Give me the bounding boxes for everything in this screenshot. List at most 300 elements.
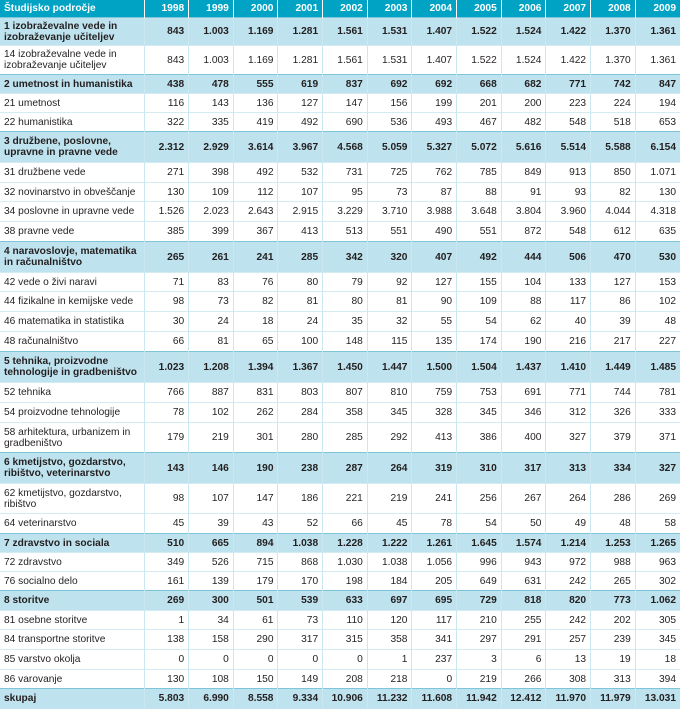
field-label: 52 tehnika — [0, 383, 144, 403]
value-cell: 1.281 — [278, 46, 323, 75]
value-cell: 104 — [501, 273, 546, 292]
field-label: 54 proizvodne tehnologije — [0, 403, 144, 423]
value-cell: 551 — [457, 222, 502, 242]
value-cell: 682 — [501, 75, 546, 94]
value-cell: 78 — [144, 403, 189, 423]
value-cell: 4.568 — [323, 132, 368, 163]
value-cell: 12.412 — [501, 689, 546, 709]
field-label: 31 družbene vede — [0, 163, 144, 183]
value-cell: 3 — [457, 650, 502, 670]
header-field-label: Študijsko področje — [0, 0, 144, 18]
value-cell: 1.228 — [323, 534, 368, 553]
category-row — [0, 534, 680, 553]
value-cell: 1.522 — [457, 46, 502, 75]
value-cell: 3.648 — [457, 202, 502, 222]
value-cell: 3.229 — [323, 202, 368, 222]
value-cell: 292 — [367, 423, 412, 453]
value-cell: 847 — [635, 75, 680, 94]
value-cell: 30 — [144, 312, 189, 332]
value-cell: 81 — [189, 332, 234, 352]
value-cell: 894 — [233, 534, 278, 553]
value-cell: 40 — [546, 312, 591, 332]
value-cell: 216 — [546, 332, 591, 352]
value-cell: 130 — [144, 183, 189, 202]
value-cell: 482 — [501, 113, 546, 132]
value-cell: 76 — [233, 273, 278, 292]
value-cell: 1.038 — [278, 534, 323, 553]
value-cell: 50 — [501, 514, 546, 534]
header-year: 1998 — [144, 0, 189, 18]
value-cell: 510 — [144, 534, 189, 553]
value-cell: 73 — [278, 611, 323, 630]
value-cell: 143 — [189, 94, 234, 113]
value-cell: 317 — [278, 630, 323, 650]
value-cell: 2.929 — [189, 132, 234, 163]
value-cell: 107 — [189, 484, 234, 514]
value-cell: 725 — [367, 163, 412, 183]
subcategory-row — [0, 514, 680, 534]
value-cell: 5.059 — [367, 132, 412, 163]
value-cell: 138 — [144, 630, 189, 650]
value-cell: 200 — [501, 94, 546, 113]
value-cell: 3.710 — [367, 202, 412, 222]
subcategory-row — [0, 553, 680, 572]
value-cell: 319 — [412, 453, 457, 484]
field-label: 21 umetnost — [0, 94, 144, 113]
value-cell: 186 — [278, 484, 323, 514]
field-label: 58 arhitektura, urbanizem in gradbeništvo — [0, 423, 144, 453]
value-cell: 612 — [591, 222, 636, 242]
value-cell: 150 — [233, 670, 278, 689]
value-cell: 11.970 — [546, 689, 591, 709]
value-cell: 117 — [412, 611, 457, 630]
value-cell: 202 — [591, 611, 636, 630]
value-cell: 1.361 — [635, 46, 680, 75]
subcategory-row — [0, 94, 680, 113]
value-cell: 19 — [591, 650, 636, 670]
value-cell: 759 — [412, 383, 457, 403]
value-cell: 313 — [591, 670, 636, 689]
value-cell: 284 — [278, 403, 323, 423]
value-cell: 1.367 — [278, 352, 323, 383]
field-label: 44 fizikalne in kemijske vede — [0, 292, 144, 312]
value-cell: 108 — [189, 670, 234, 689]
value-cell: 807 — [323, 383, 368, 403]
value-cell: 1.561 — [323, 18, 368, 46]
value-cell: 744 — [591, 383, 636, 403]
value-cell: 1.531 — [367, 46, 412, 75]
value-cell: 470 — [591, 242, 636, 273]
value-cell: 52 — [278, 514, 323, 534]
value-cell: 631 — [501, 572, 546, 591]
value-cell: 335 — [189, 113, 234, 132]
value-cell: 88 — [501, 292, 546, 312]
value-cell: 66 — [144, 332, 189, 352]
value-cell: 943 — [501, 553, 546, 572]
value-cell: 1.265 — [635, 534, 680, 553]
value-cell: 133 — [546, 273, 591, 292]
value-cell: 83 — [189, 273, 234, 292]
value-cell: 223 — [546, 94, 591, 113]
subcategory-row — [0, 113, 680, 132]
subcategory-row — [0, 332, 680, 352]
value-cell: 95 — [323, 183, 368, 202]
value-cell: 1.526 — [144, 202, 189, 222]
value-cell: 400 — [501, 423, 546, 453]
value-cell: 467 — [457, 113, 502, 132]
value-cell: 771 — [546, 75, 591, 94]
value-cell: 194 — [635, 94, 680, 113]
value-cell: 831 — [233, 383, 278, 403]
category-row — [0, 591, 680, 611]
field-label: 76 socialno delo — [0, 572, 144, 591]
subcategory-row — [0, 423, 680, 453]
value-cell: 3.614 — [233, 132, 278, 163]
value-cell: 691 — [501, 383, 546, 403]
table-body — [0, 18, 680, 709]
value-cell: 668 — [457, 75, 502, 94]
value-cell: 345 — [635, 630, 680, 650]
header-year: 2006 — [501, 0, 546, 18]
value-cell: 810 — [367, 383, 412, 403]
value-cell: 345 — [457, 403, 502, 423]
value-cell: 729 — [457, 591, 502, 611]
value-cell: 219 — [189, 423, 234, 453]
value-cell: 91 — [501, 183, 546, 202]
field-label: 84 transportne storitve — [0, 630, 144, 650]
value-cell: 39 — [591, 312, 636, 332]
value-cell: 753 — [457, 383, 502, 403]
field-label: 6 kmetijstvo, gozdarstvo, ribištvo, veterinarstvo — [0, 453, 144, 484]
value-cell: 100 — [278, 332, 323, 352]
value-cell: 262 — [233, 403, 278, 423]
value-cell: 1.370 — [591, 46, 636, 75]
value-cell: 139 — [189, 572, 234, 591]
value-cell: 82 — [591, 183, 636, 202]
value-cell: 255 — [501, 611, 546, 630]
value-cell: 112 — [233, 183, 278, 202]
value-cell: 5.616 — [501, 132, 546, 163]
value-cell: 665 — [189, 534, 234, 553]
value-cell: 1.500 — [412, 352, 457, 383]
value-cell: 1.447 — [367, 352, 412, 383]
header-year: 2002 — [323, 0, 368, 18]
header-year: 1999 — [189, 0, 234, 18]
value-cell: 1.222 — [367, 534, 412, 553]
table-header — [0, 0, 680, 18]
value-cell: 371 — [635, 423, 680, 453]
value-cell: 92 — [367, 273, 412, 292]
value-cell: 241 — [233, 242, 278, 273]
value-cell: 419 — [233, 113, 278, 132]
value-cell: 963 — [635, 553, 680, 572]
value-cell: 771 — [546, 383, 591, 403]
value-cell: 43 — [233, 514, 278, 534]
value-cell: 32 — [367, 312, 412, 332]
value-cell: 301 — [233, 423, 278, 453]
value-cell: 48 — [635, 312, 680, 332]
value-cell: 242 — [546, 572, 591, 591]
value-cell: 972 — [546, 553, 591, 572]
field-label: 7 zdravstvo in sociala — [0, 534, 144, 553]
value-cell: 530 — [635, 242, 680, 273]
value-cell: 146 — [189, 453, 234, 484]
value-cell: 81 — [367, 292, 412, 312]
value-cell: 155 — [457, 273, 502, 292]
value-cell: 54 — [457, 514, 502, 534]
subcategory-row — [0, 163, 680, 183]
value-cell: 18 — [233, 312, 278, 332]
value-cell: 291 — [501, 630, 546, 650]
value-cell: 117 — [546, 292, 591, 312]
value-cell: 285 — [323, 423, 368, 453]
subcategory-row — [0, 630, 680, 650]
value-cell: 219 — [457, 670, 502, 689]
value-cell: 478 — [189, 75, 234, 94]
value-cell: 548 — [546, 113, 591, 132]
category-row — [0, 453, 680, 484]
value-cell: 8.558 — [233, 689, 278, 709]
value-cell: 2.643 — [233, 202, 278, 222]
value-cell: 82 — [233, 292, 278, 312]
value-cell: 11.979 — [591, 689, 636, 709]
value-cell: 227 — [635, 332, 680, 352]
value-cell: 218 — [367, 670, 412, 689]
subcategory-row — [0, 670, 680, 689]
value-cell: 653 — [635, 113, 680, 132]
value-cell: 1.394 — [233, 352, 278, 383]
value-cell: 93 — [546, 183, 591, 202]
value-cell: 697 — [367, 591, 412, 611]
value-cell: 762 — [412, 163, 457, 183]
value-cell: 24 — [278, 312, 323, 332]
value-cell: 843 — [144, 18, 189, 46]
value-cell: 147 — [233, 484, 278, 514]
value-cell: 2.023 — [189, 202, 234, 222]
subcategory-row — [0, 383, 680, 403]
value-cell: 320 — [367, 242, 412, 273]
value-cell: 3.988 — [412, 202, 457, 222]
value-cell: 868 — [278, 553, 323, 572]
value-cell: 690 — [323, 113, 368, 132]
value-cell: 261 — [189, 242, 234, 273]
value-cell: 90 — [412, 292, 457, 312]
subcategory-row — [0, 403, 680, 423]
value-cell: 386 — [457, 423, 502, 453]
category-row — [0, 352, 680, 383]
value-cell: 147 — [323, 94, 368, 113]
value-cell: 1.437 — [501, 352, 546, 383]
value-cell: 73 — [367, 183, 412, 202]
value-cell: 264 — [367, 453, 412, 484]
value-cell: 399 — [189, 222, 234, 242]
subcategory-row — [0, 484, 680, 514]
value-cell: 143 — [144, 453, 189, 484]
value-cell: 102 — [189, 403, 234, 423]
value-cell: 221 — [323, 484, 368, 514]
value-cell: 217 — [591, 332, 636, 352]
value-cell: 219 — [367, 484, 412, 514]
value-cell: 39 — [189, 514, 234, 534]
value-cell: 766 — [144, 383, 189, 403]
field-label: 14 izobraževalne vede in izobraževanje učiteljev — [0, 46, 144, 75]
value-cell: 98 — [144, 484, 189, 514]
value-cell: 264 — [546, 484, 591, 514]
value-cell: 322 — [144, 113, 189, 132]
value-cell: 5.327 — [412, 132, 457, 163]
value-cell: 205 — [412, 572, 457, 591]
value-cell: 98 — [144, 292, 189, 312]
value-cell: 256 — [457, 484, 502, 514]
value-cell: 1.522 — [457, 18, 502, 46]
value-cell: 271 — [144, 163, 189, 183]
value-cell: 315 — [323, 630, 368, 650]
field-label: 64 veterinarstvo — [0, 514, 144, 534]
value-cell: 242 — [546, 611, 591, 630]
value-cell: 313 — [546, 453, 591, 484]
value-cell: 349 — [144, 553, 189, 572]
value-cell: 1.450 — [323, 352, 368, 383]
value-cell: 102 — [635, 292, 680, 312]
field-label: 3 družbene, poslovne, upravne in pravne vede — [0, 132, 144, 163]
value-cell: 1 — [367, 650, 412, 670]
value-cell: 48 — [591, 514, 636, 534]
value-cell: 346 — [501, 403, 546, 423]
value-cell: 413 — [412, 423, 457, 453]
value-cell: 1.062 — [635, 591, 680, 611]
value-cell: 201 — [457, 94, 502, 113]
field-label: 34 poslovne in upravne vede — [0, 202, 144, 222]
value-cell: 887 — [189, 383, 234, 403]
field-label: 62 kmetijstvo, gozdarstvo, ribištvo — [0, 484, 144, 514]
value-cell: 1.003 — [189, 18, 234, 46]
value-cell: 208 — [323, 670, 368, 689]
value-cell: 4.044 — [591, 202, 636, 222]
value-cell: 290 — [233, 630, 278, 650]
subcategory-row — [0, 611, 680, 630]
value-cell: 773 — [591, 591, 636, 611]
value-cell: 1.023 — [144, 352, 189, 383]
value-cell: 45 — [144, 514, 189, 534]
value-cell: 333 — [635, 403, 680, 423]
value-cell: 1.253 — [591, 534, 636, 553]
value-cell: 536 — [367, 113, 412, 132]
subcategory-row — [0, 273, 680, 292]
value-cell: 130 — [144, 670, 189, 689]
value-cell: 6.990 — [189, 689, 234, 709]
value-cell: 302 — [635, 572, 680, 591]
value-cell: 551 — [367, 222, 412, 242]
value-cell: 850 — [591, 163, 636, 183]
value-cell: 9.334 — [278, 689, 323, 709]
header-year: 2001 — [278, 0, 323, 18]
field-label: 1 izobraževalne vede in izobraževanje učiteljev — [0, 18, 144, 46]
field-label: skupaj — [0, 689, 144, 709]
value-cell: 444 — [501, 242, 546, 273]
value-cell: 692 — [367, 75, 412, 94]
value-cell: 326 — [591, 403, 636, 423]
value-cell: 79 — [323, 273, 368, 292]
value-cell: 1.422 — [546, 18, 591, 46]
value-cell: 692 — [412, 75, 457, 94]
value-cell: 849 — [501, 163, 546, 183]
value-cell: 394 — [635, 670, 680, 689]
value-cell: 257 — [546, 630, 591, 650]
value-cell: 35 — [323, 312, 368, 332]
value-cell: 803 — [278, 383, 323, 403]
value-cell: 5.588 — [591, 132, 636, 163]
value-cell: 1.056 — [412, 553, 457, 572]
field-label: 5 tehnika, proizvodne tehnologije in gradbeništvo — [0, 352, 144, 383]
value-cell: 308 — [546, 670, 591, 689]
field-label: 32 novinarstvo in obveščanje — [0, 183, 144, 202]
value-cell: 6 — [501, 650, 546, 670]
value-cell: 210 — [457, 611, 502, 630]
value-cell: 34 — [189, 611, 234, 630]
value-cell: 532 — [278, 163, 323, 183]
value-cell: 1.574 — [501, 534, 546, 553]
value-cell: 367 — [233, 222, 278, 242]
value-cell: 78 — [412, 514, 457, 534]
value-cell: 1.281 — [278, 18, 323, 46]
value-cell: 539 — [278, 591, 323, 611]
value-cell: 913 — [546, 163, 591, 183]
header-year: 2007 — [546, 0, 591, 18]
value-cell: 120 — [367, 611, 412, 630]
value-cell: 837 — [323, 75, 368, 94]
field-label: 46 matematika in statistika — [0, 312, 144, 332]
field-label: 8 storitve — [0, 591, 144, 611]
value-cell: 501 — [233, 591, 278, 611]
value-cell: 267 — [501, 484, 546, 514]
subcategory-row — [0, 292, 680, 312]
value-cell: 493 — [412, 113, 457, 132]
value-cell: 345 — [367, 403, 412, 423]
value-cell: 115 — [367, 332, 412, 352]
value-cell: 300 — [189, 591, 234, 611]
value-cell: 0 — [323, 650, 368, 670]
value-cell: 297 — [457, 630, 502, 650]
value-cell: 1.169 — [233, 18, 278, 46]
value-cell: 5.072 — [457, 132, 502, 163]
value-cell: 492 — [233, 163, 278, 183]
value-cell: 358 — [323, 403, 368, 423]
value-cell: 66 — [323, 514, 368, 534]
field-label: 72 zdravstvo — [0, 553, 144, 572]
value-cell: 199 — [412, 94, 457, 113]
value-cell: 88 — [457, 183, 502, 202]
value-cell: 107 — [278, 183, 323, 202]
header-year: 2008 — [591, 0, 636, 18]
value-cell: 1.422 — [546, 46, 591, 75]
value-cell: 506 — [546, 242, 591, 273]
value-cell: 492 — [457, 242, 502, 273]
header-year: 2000 — [233, 0, 278, 18]
field-label: 81 osebne storitve — [0, 611, 144, 630]
value-cell: 239 — [591, 630, 636, 650]
value-cell: 136 — [233, 94, 278, 113]
value-cell: 49 — [546, 514, 591, 534]
value-cell: 327 — [635, 453, 680, 484]
value-cell: 127 — [412, 273, 457, 292]
field-label: 22 humanistika — [0, 113, 144, 132]
header-year: 2004 — [412, 0, 457, 18]
value-cell: 385 — [144, 222, 189, 242]
value-cell: 0 — [278, 650, 323, 670]
value-cell: 149 — [278, 670, 323, 689]
total-row — [0, 689, 680, 709]
value-cell: 2.312 — [144, 132, 189, 163]
